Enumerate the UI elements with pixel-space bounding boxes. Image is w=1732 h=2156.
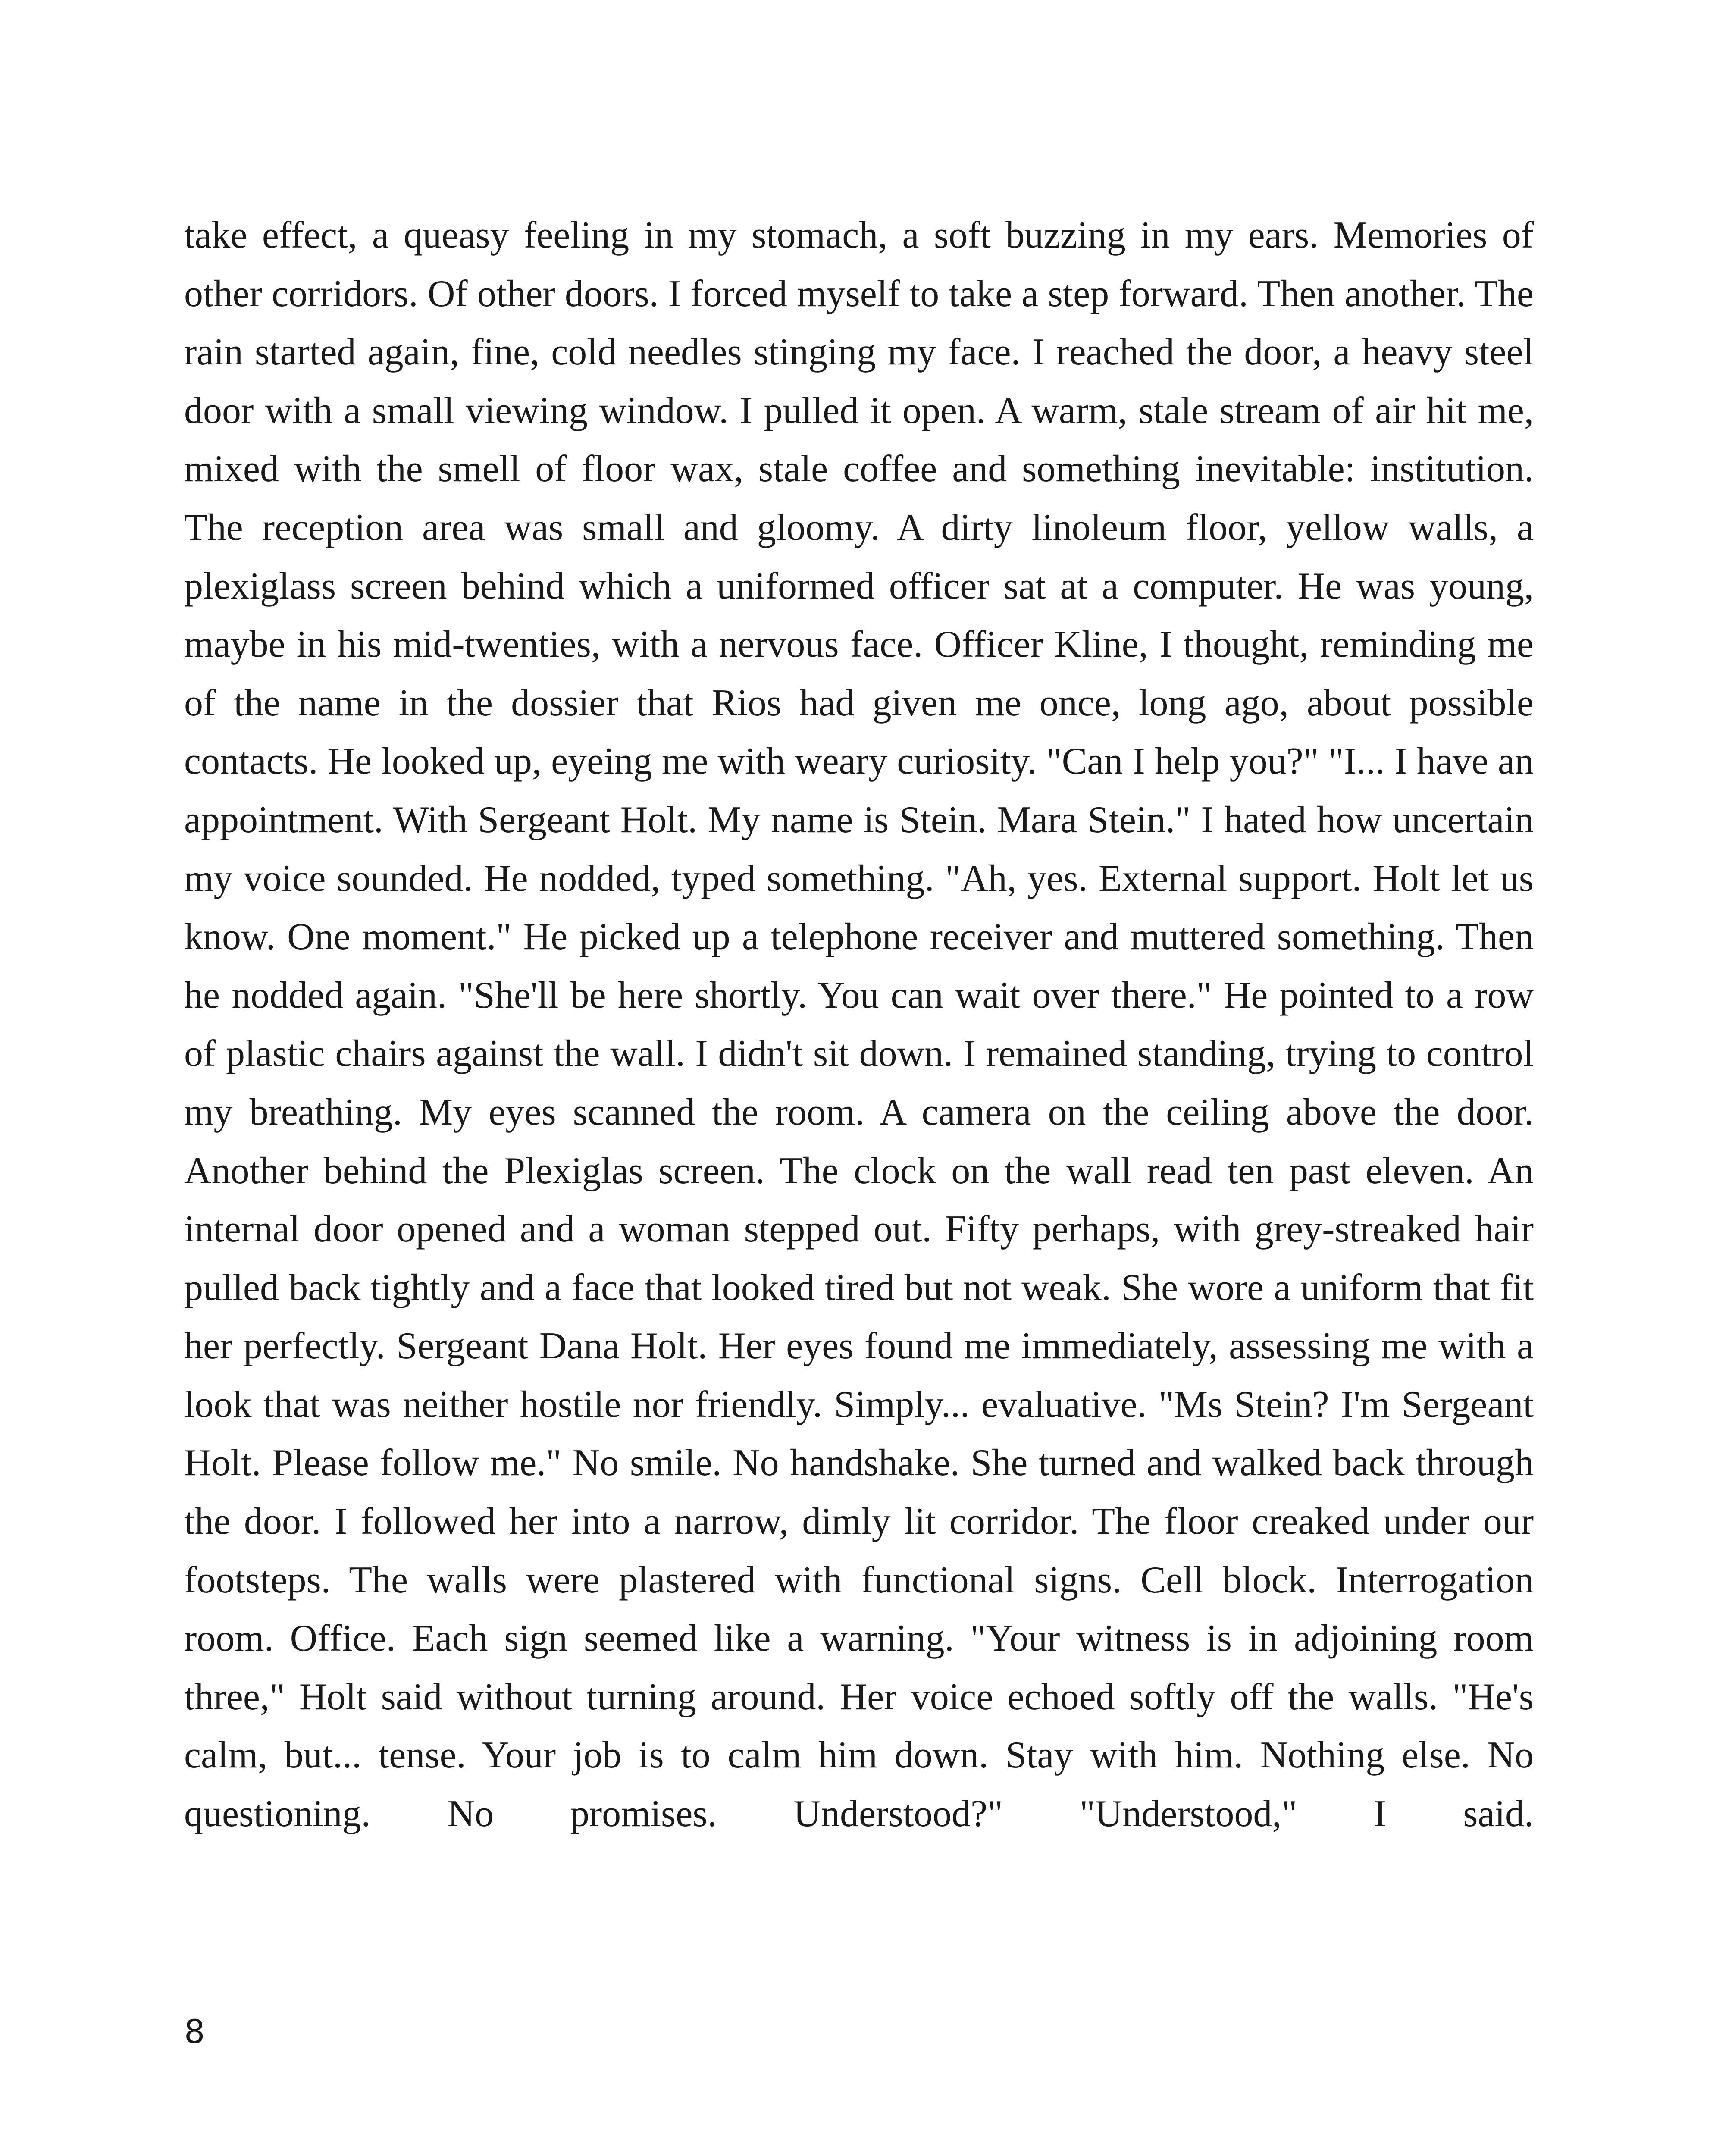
- body-paragraph: take effect, a queasy feeling in my stomach, a soft buzzing in my ears. Memories of other corridors. Of other doors. I forced myself to take a step forward. Then another. The rain started again, fine, cold needles stinging my face. I reached the door, a heavy steel door with a small viewing window. I pulled it open. A warm, stale stream of air hit me, mixed with the smell of floor wax, stale coffee and something inevitable: institution. The reception area was small and gloomy. A dirty linoleum floor, yellow walls, a plexiglass screen behind which a uniformed officer sat at a computer. He was young, maybe in his mid-twenties, with a nervous face. Officer Kline, I thought, reminding me of the name in the dossier that Rios had given me once, long ago, about possible contacts. He looked up, eyeing me with weary curiosity. "Can I help you?" "I... I have an appointment. With Sergeant Holt. My name is Stein. Mara Stein." I hated how uncertain my voice sounded. He nodded, typed something. "Ah, yes. External support. Holt let us know. One moment." He picked up a telephone receiver and muttered something. Then he nodded again. "She'll be here shortly. You can wait over there." He pointed to a row of plastic chairs against the wall. I didn't sit down. I remained standing, trying to control my breathing. My eyes scanned the room. A camera on the ceiling above the door. Another behind the Plexiglas screen. The clock on the wall read ten past eleven. An internal door opened and a woman stepped out. Fifty perhaps, with grey-streaked hair pulled back tightly and a face that looked tired but not weak. She wore a uniform that fit her perfectly. Sergeant Dana Holt. Her eyes found me immediately, assessing me with a look that was neither hostile nor friendly. Simply... evaluative. "Ms Stein? I'm Sergeant Holt. Please follow me." No smile. No handshake. She turned and walked back through the door. I followed her into a narrow, dimly lit corridor. The floor creaked under our footsteps. The walls were plastered with functional signs. Cell block. Interrogation room. Office. Each sign seemed like a warning. "Your witness is in adjoining room three," Holt said without turning around. Her voice echoed softly off the walls. "He's calm, but... tense. Your job is to calm him down. Stay with him. Nothing else. No questioning. No promises. Understood?" "Understood," I said.: [184, 214, 1534, 1835]
- page-number: 8: [184, 2012, 205, 2051]
